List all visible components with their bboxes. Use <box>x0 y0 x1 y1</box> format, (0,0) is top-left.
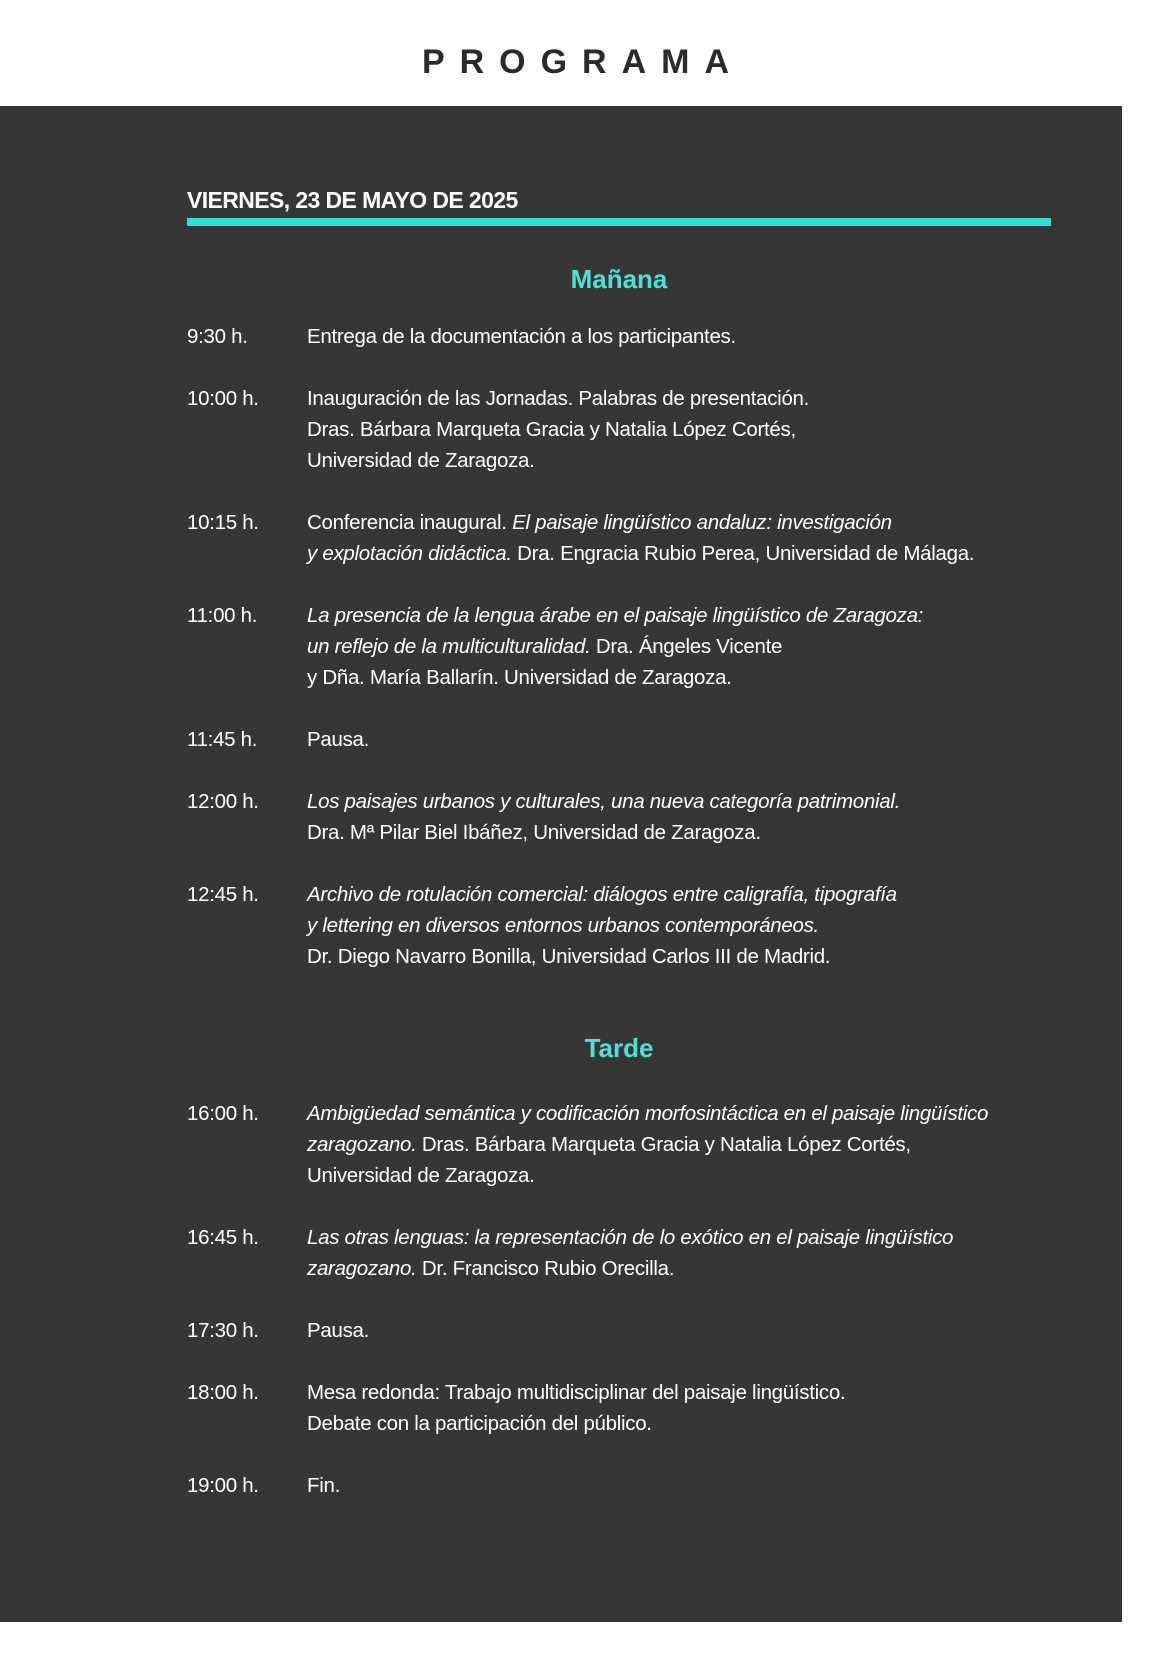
description-text: Dras. Bárbara Marqueta Gracia y Natalia López Cortés, <box>307 418 796 441</box>
talk-title: y explotación didáctica. <box>307 542 512 565</box>
section-title-morning: Mañana <box>570 264 668 294</box>
description-line <box>307 941 1077 972</box>
description-line <box>307 414 1077 445</box>
description-text: Entrega de la documentación a los participantes. <box>307 325 736 348</box>
description-line <box>307 817 1077 848</box>
schedule-description <box>307 1377 1077 1439</box>
schedule-description <box>307 600 1077 693</box>
schedule-time: 19:00 h. <box>187 1474 259 1497</box>
day-heading-underline <box>187 218 1051 226</box>
talk-title: Los paisajes urbanos y culturales, una nueva categoría patrimonial. <box>307 790 900 813</box>
schedule-description <box>307 507 1077 569</box>
schedule-description <box>307 1222 1077 1284</box>
schedule-time: 11:00 h. <box>187 604 258 627</box>
schedule-time: 11:45 h. <box>187 728 258 751</box>
schedule-time: 16:00 h. <box>187 1102 259 1125</box>
schedule-description <box>307 1098 1077 1191</box>
description-text: Dra. Mª Pilar Biel Ibáñez, Universidad de Zaragoza. <box>307 821 761 844</box>
description-text: Pausa. <box>307 1319 370 1342</box>
schedule-time: 9:30 h. <box>187 325 248 348</box>
schedule-time: 12:45 h. <box>187 883 259 906</box>
schedule-description <box>307 321 1077 352</box>
description-line <box>307 910 1077 941</box>
talk-title: Las otras lenguas: la representación de lo exótico en el paisaje lingüístico <box>307 1226 954 1249</box>
description-text: Universidad de Zaragoza. <box>307 1164 535 1187</box>
description-line <box>307 538 1077 569</box>
description-line <box>307 1222 1077 1253</box>
description-line <box>307 1253 1077 1284</box>
talk-title: El paisaje lingüístico andaluz: investigación <box>512 511 892 534</box>
schedule-time: 18:00 h. <box>187 1381 259 1404</box>
description-line <box>307 879 1077 910</box>
schedule-description <box>307 1470 1077 1501</box>
description-line <box>307 445 1077 476</box>
schedule-time: 10:15 h. <box>187 511 259 534</box>
section-title-afternoon: Tarde <box>584 1033 654 1063</box>
description-text: Conferencia inaugural. <box>307 511 513 534</box>
talk-title: zaragozano. <box>307 1133 417 1156</box>
description-line <box>307 631 1077 662</box>
talk-title: un reflejo de la multiculturalidad. <box>307 635 591 658</box>
description-text: Mesa redonda: Trabajo multidisciplinar del paisaje lingüístico. <box>307 1381 846 1404</box>
schedule-description <box>307 1315 1077 1346</box>
description-line <box>307 1098 1077 1129</box>
description-line <box>307 786 1077 817</box>
description-line <box>307 1315 1077 1346</box>
page-title: PROGRAMA <box>421 43 745 81</box>
schedule-description <box>307 383 1077 476</box>
description-text: Dr. Francisco Rubio Orecilla. <box>416 1257 675 1280</box>
description-line <box>307 724 1077 755</box>
description-text: Pausa. <box>307 728 370 751</box>
description-text: Dras. Bárbara Marqueta Gracia y Natalia López Cortés, <box>416 1133 911 1156</box>
description-text: Inauguración de las Jornadas. Palabras de presentación. <box>307 387 810 410</box>
schedule-description <box>307 724 1077 755</box>
description-line <box>307 1408 1077 1439</box>
description-text: Dra. Ángeles Vicente <box>590 635 783 658</box>
schedule-time: 17:30 h. <box>187 1319 259 1342</box>
description-line <box>307 662 1077 693</box>
description-line <box>307 1377 1077 1408</box>
schedule-description <box>307 786 1077 848</box>
description-text: y Dña. María Ballarín. Universidad de Zaragoza. <box>307 666 732 689</box>
talk-title: Ambigüedad semántica y codificación morfosintáctica en el paisaje lingüístico <box>307 1102 989 1125</box>
talk-title: y lettering en diversos entornos urbanos contemporáneos. <box>307 914 819 937</box>
description-line <box>307 1470 1077 1501</box>
description-line <box>307 321 1077 352</box>
schedule-description <box>307 879 1077 972</box>
description-line <box>307 1129 1077 1160</box>
description-line <box>307 383 1077 414</box>
description-line <box>307 1160 1077 1191</box>
talk-title: zaragozano. <box>307 1257 417 1280</box>
description-text: Dra. Engracia Rubio Perea, Universidad de Málaga. <box>511 542 975 565</box>
description-text: Universidad de Zaragoza. <box>307 449 535 472</box>
schedule-time: 10:00 h. <box>187 387 259 410</box>
description-line <box>307 600 1077 631</box>
description-text: Fin. <box>307 1474 340 1497</box>
description-line <box>307 507 1077 538</box>
talk-title: Archivo de rotulación comercial: diálogos entre caligrafía, tipografía <box>307 883 897 906</box>
day-heading: VIERNES, 23 DE MAYO DE 2025 <box>187 187 518 213</box>
talk-title: La presencia de la lengua árabe en el paisaje lingüístico de Zaragoza: <box>307 604 924 627</box>
description-text: Debate con la participación del público. <box>307 1412 652 1435</box>
description-text: Dr. Diego Navarro Bonilla, Universidad Carlos III de Madrid. <box>307 945 831 968</box>
schedule-time: 12:00 h. <box>187 790 259 813</box>
schedule-time: 16:45 h. <box>187 1226 259 1249</box>
